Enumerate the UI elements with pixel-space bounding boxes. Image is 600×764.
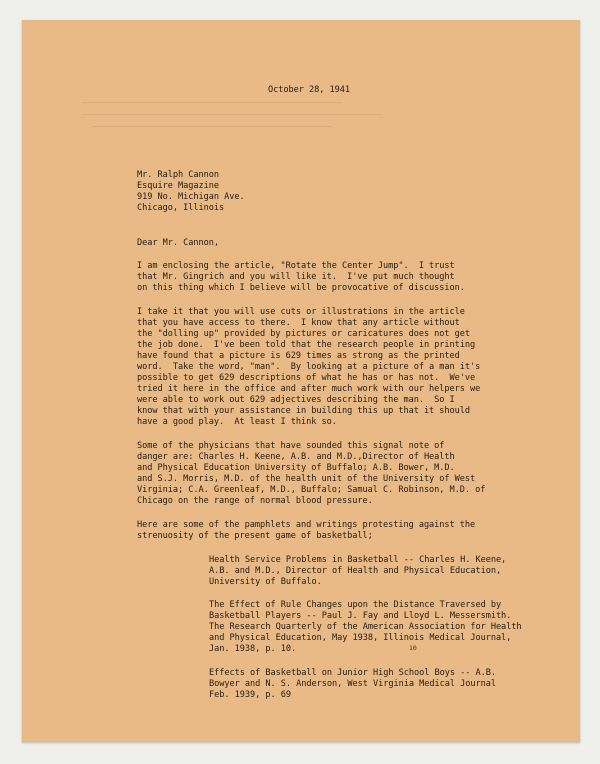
paragraph-2-line: have a good play. At least I think so. [137,417,337,427]
paragraph-2-line: tried it here in the office and after much work with our helpers we [137,384,481,394]
paragraph-3-line: Virginia; C.A. Greenleaf, M.D., Buffalo; Samual C. Robinson, M.D. of [137,485,486,495]
paragraph-2-line: possible to get 629 descriptions of what he has or has not. We've [137,373,476,383]
reference-2-line: and Physical Education, May 1938, Illinois Medical Journal, [209,633,512,643]
paragraph-3-line: and S.J. Morris, M.D. of the health unit of the University of West [137,474,476,484]
reference-2-line: Basketball Players -- Paul J. Fay and Lloyd L. Messersmith. [209,611,512,621]
letter-body [22,20,580,742]
paragraph-2-line: were able to work out 629 adjectives describing the man. So I [137,395,455,405]
reference-3-line: Bowyer and N. S. Anderson, West Virginia Medical Journal [209,679,496,689]
paragraph-2-line: the job done. I've been told that the research people in printing [137,340,476,350]
handwritten-page-mark: 10 [409,644,417,652]
paragraph-1-line: on this thing which I believe will be provocative of discussion. [137,283,465,293]
reference-1-line: Health Service Problems in Basketball -- Charles H. Keene, [209,555,507,565]
reference-2-line: The Effect of Rule Changes upon the Distance Traversed by [209,600,502,610]
paragraph-4-line: strenuosity of the present game of basketball; [137,531,373,541]
reference-2-line: Jan. 1938, p. 10. [209,644,297,654]
salutation: Dear Mr. Cannon, [137,238,219,248]
recipient-street: 919 No. Michigan Ave. [137,192,245,202]
paragraph-2-line: I take it that you will use cuts or illustrations in the article [137,307,465,317]
reference-3-line: Feb. 1939, p. 69 [209,690,291,700]
reference-1-line: A.B. and M.D., Director of Health and Physical Education, [209,566,502,576]
paragraph-2-line: have found that a picture is 629 times as strong as the printed [137,351,460,361]
paragraph-4-line: Here are some of the pamphlets and writings protesting against the [137,520,476,530]
reference-2-line: The Research Quarterly of the American Association for Health [209,622,522,632]
letter-date: October 28, 1941 [268,85,350,95]
recipient-organization: Esquire Magazine [137,181,219,191]
reference-3-line: Effects of Basketball on Junior High School Boys -- A.B. [209,668,496,678]
paragraph-3-line: and Physical Education University of Buffalo; A.B. Bower, M.D. [137,463,455,473]
recipient-name: Mr. Ralph Cannon [137,170,219,180]
paragraph-3-line: Chicago on the range of normal blood pressure. [137,496,373,506]
reference-1-line: University of Buffalo. [209,577,322,587]
paragraph-1-line: that Mr. Gingrich and you will like it. I've put much thought [137,272,455,282]
paragraph-2-line: word. Take the word, "man". By looking at a picture of a man it's [137,362,481,372]
paragraph-1-line: I am enclosing the article, "Rotate the Center Jump". I trust [137,261,455,271]
letter-page [22,20,580,742]
paragraph-2-line: the "dolling up" provided by pictures or caricatures does not get [137,329,471,339]
recipient-city: Chicago, Illinois [137,203,225,213]
paragraph-3-line: danger are: Charles H. Keene, A.B. and M.D.,Director of Health [137,452,455,462]
paragraph-2-line: that you have access to there. I know that any article without [137,318,460,328]
paragraph-3-line: Some of the physicians that have sounded this signal note of [137,441,445,451]
paragraph-2-line: know that with your assistance in building this up that it should [137,406,471,416]
